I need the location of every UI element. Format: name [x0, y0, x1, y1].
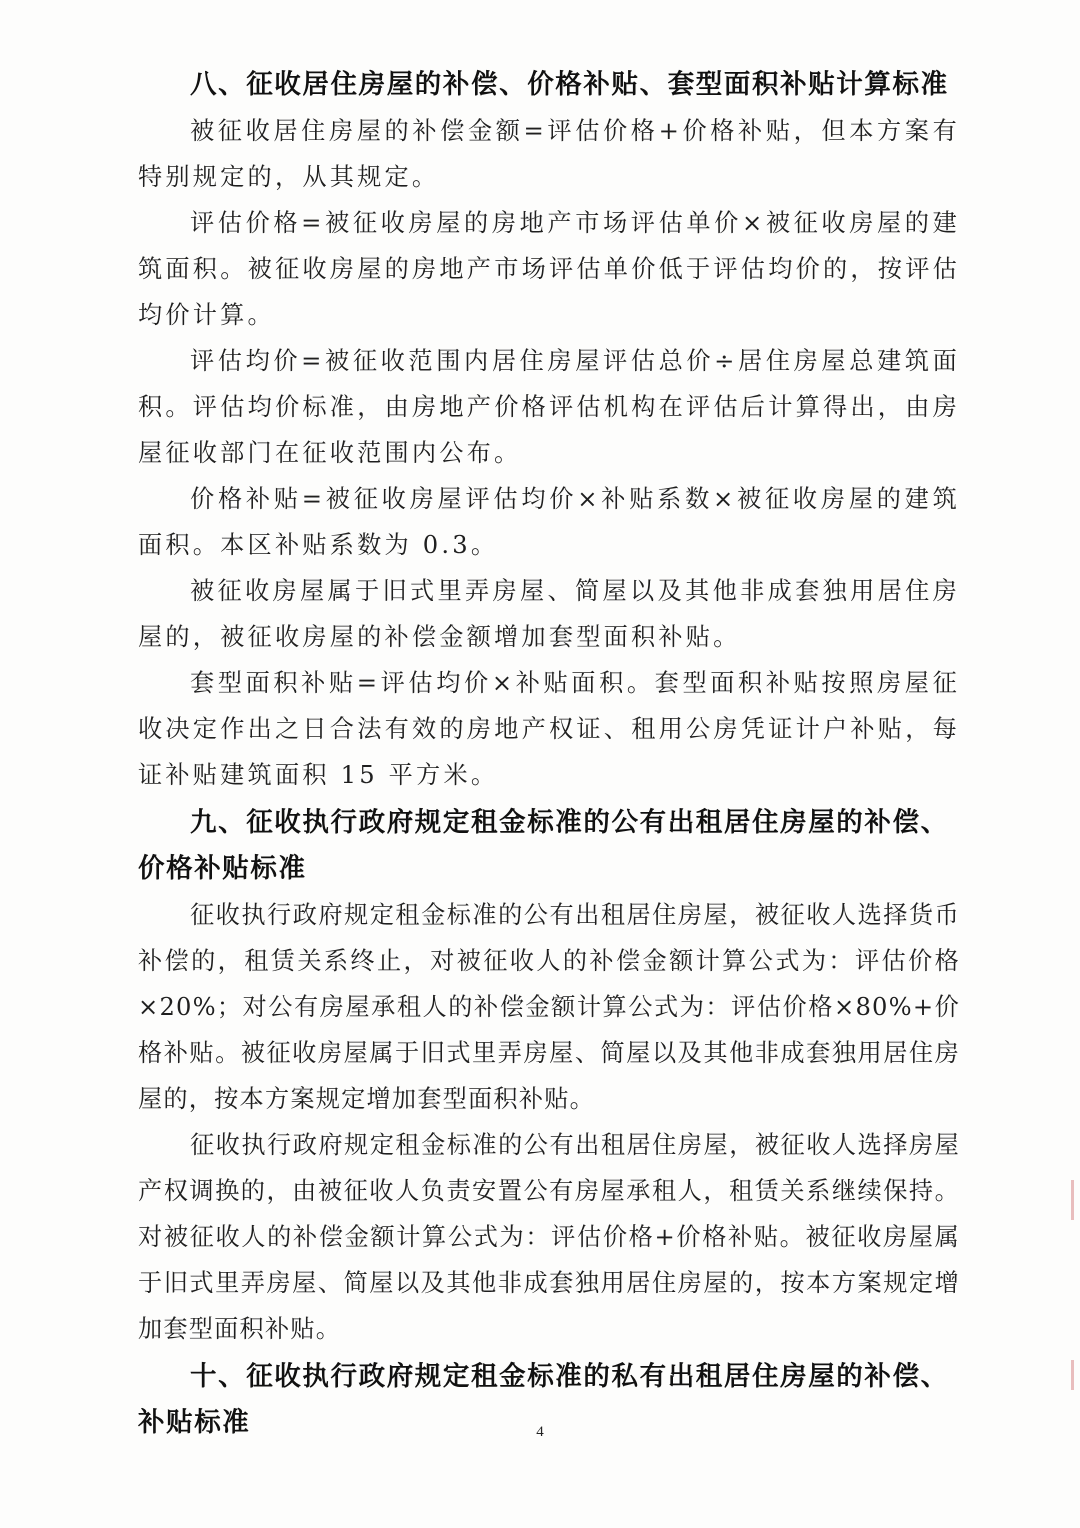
paragraph: 被征收居住房屋的补偿金额=评估价格+价格补贴，但本方案有特别规定的，从其规定。: [138, 117, 960, 191]
scan-edge-mark: [1071, 1360, 1074, 1390]
document-body: [138, 62, 960, 1446]
page-number: 4: [536, 1424, 544, 1440]
paragraph: 征收执行政府规定租金标准的公有出租居住房屋，被征收人选择房屋产权调换的，由被征收人负责安置公有房屋承租人，租赁关系继续保持。对被征收人的补偿金额计算公式为：评估价格+价格补贴。被征收房屋属于旧式里弄房屋、简屋以及其他非成套独用居住房屋的，按本方案规定增加套型面积补贴。: [138, 1131, 960, 1343]
paragraph: 被征收房屋属于旧式里弄房屋、简屋以及其他非成套独用居住房屋的，被征收房屋的补偿金额增加套型面积补贴。: [138, 577, 960, 651]
paragraph: 价格补贴=被征收房屋评估均价×补贴系数×被征收房屋的建筑面积。本区补贴系数为 0.3。: [138, 485, 960, 559]
paragraph: 征收执行政府规定租金标准的公有出租居住房屋，被征收人选择货币补偿的，租赁关系终止，对被征收人的补偿金额计算公式为：评估价格×20%；对公有房屋承租人的补偿金额计算公式为：评估价格×80%+价格补贴。被征收房屋属于旧式里弄房屋、简屋以及其他非成套独用居住房屋的，按本方案规定增加套型面积补贴。: [138, 901, 960, 1113]
section-8-heading: 八、征收居住房屋的补偿、价格补贴、套型面积补贴计算标准: [190, 69, 949, 100]
section-10-heading: 十、征收执行政府规定租金标准的私有出租居住房屋的补偿、补贴标准: [138, 1361, 949, 1438]
paragraph: 套型面积补贴=评估均价×补贴面积。套型面积补贴按照房屋征收决定作出之日合法有效的房地产权证、租用公房凭证计户补贴，每证补贴建筑面积 15 平方米。: [138, 669, 960, 789]
paragraph: 评估价格=被征收房屋的房地产市场评估单价×被征收房屋的建筑面积。被征收房屋的房地产市场评估单价低于评估均价的，按评估均价计算。: [138, 209, 960, 329]
section-9-heading: 九、征收执行政府规定租金标准的公有出租居住房屋的补偿、价格补贴标准: [138, 807, 949, 884]
paragraph: 评估均价=被征收范围内居住房屋评估总价÷居住房屋总建筑面积。评估均价标准，由房地产价格评估机构在评估后计算得出，由房屋征收部门在征收范围内公布。: [138, 347, 960, 467]
scan-edge-mark: [1071, 1180, 1074, 1220]
